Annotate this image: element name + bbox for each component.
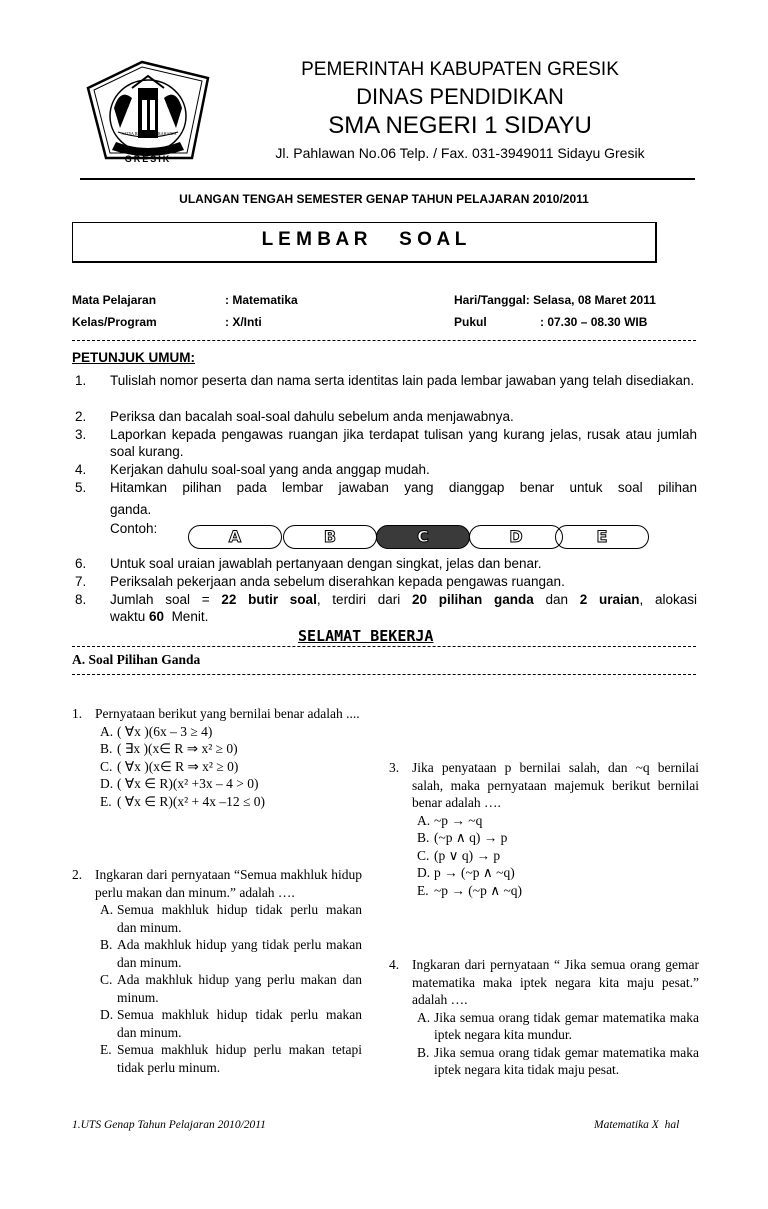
question-number: 2. — [72, 867, 83, 882]
choice-letter: C. — [100, 972, 113, 987]
instruction-text-line2 — [110, 608, 208, 625]
choice-b — [412, 829, 699, 847]
choice-letter: D. — [100, 1007, 114, 1022]
info-divider — [72, 340, 696, 341]
question-stem: Ingkaran dari pernyataan “Semua makhluk hidup perlu makan dan minum.” adalah …. — [95, 867, 362, 900]
instructions-heading: PETUNJUK UMUM: — [72, 350, 195, 365]
question-stem: Jika penyataan p bernilai salah, dan ~q bernilai salah, maka pernyataan majemuk berikut bernilai benar adalah …. — [412, 760, 699, 810]
day-label: Hari/Tanggal: Selasa, 08 Maret 2011 — [454, 293, 656, 307]
choice-text: ( ∀x ∈ R)(x² + 4x –12 ≤ 0) — [117, 793, 266, 809]
choice-letter: B. — [417, 830, 430, 845]
class-label: Kelas/Program — [72, 315, 157, 329]
instruction-5-cont: ganda. — [110, 502, 152, 517]
exam-title: ULANGAN TENGAH SEMESTER GENAP TAHUN PELAJARAN 2010/2011 — [179, 192, 589, 206]
footer-right: Matematika X hal — [594, 1119, 680, 1131]
footer-left: 1.UTS Genap Tahun Pelajaran 2010/2011 — [72, 1119, 266, 1131]
section-divider-top — [72, 646, 696, 647]
instruction-text: Hitamkan pilihan pada lembar jawaban yang dianggap benar untuk soal pilihan — [110, 480, 697, 495]
instruction-number: 4. — [75, 462, 87, 477]
choice-c — [95, 971, 362, 1006]
instruction-2 — [75, 408, 697, 425]
choice-letter: E. — [100, 793, 112, 809]
choice-text: ( ∀x )(x∈ R ⇒ x² ≥ 0) — [117, 758, 239, 774]
header-line1: PEMERINTAH KABUPATEN GRESIK — [301, 59, 619, 80]
text-part: , alokasi — [639, 592, 697, 607]
instruction-text — [110, 591, 697, 608]
choice-letter: E. — [417, 882, 429, 898]
question-number: 3. — [389, 760, 400, 775]
question-number: 1. — [72, 706, 83, 721]
question-stem: Ingkaran dari pernyataan “ Jika semua orang gemar matematika maka iptek negara kita maju pesat.” adalah …. — [412, 957, 699, 1007]
choice-text: ~p → ~q — [434, 812, 483, 828]
choice-text: Semua makhluk hidup tidak perlu makan dan minum. — [117, 1007, 362, 1040]
question-4 — [389, 956, 699, 1081]
instruction-text: Periksa dan bacalah soal-soal dahulu sebelum anda menjawabnya. — [110, 409, 514, 424]
option-c-bubble-filled: C — [376, 525, 470, 549]
choice-b — [95, 936, 362, 971]
text-part: dan — [533, 592, 580, 607]
question-number: 4. — [389, 957, 400, 972]
choice-text: ( ∀x ∈ R)(x² +3x – 4 > 0) — [117, 776, 259, 791]
header-divider — [80, 178, 695, 180]
instruction-text: Laporkan kepada pengawas ruangan jika terdapat tulisan yang kurang jelas, rusak atau jumlah soal kurang. — [110, 427, 697, 459]
text-bold: 60 — [149, 609, 165, 624]
choice-letter: A. — [100, 723, 114, 739]
header-address: Jl. Pahlawan No.06 Telp. / Fax. 031-3949011 Sidayu Gresik — [275, 145, 645, 161]
instruction-number: 1. — [75, 373, 87, 388]
choice-letter: A. — [417, 1009, 431, 1025]
choice-text: ~p → (~p ∧ ~q) — [434, 882, 523, 898]
section-divider-bottom — [72, 674, 696, 675]
instruction-1 — [75, 372, 697, 406]
logo-text: GRESIK — [124, 154, 172, 164]
choice-letter: B. — [100, 937, 113, 952]
closing-text: SELAMAT BEKERJA — [298, 627, 434, 645]
choice-letter: A. — [100, 902, 114, 917]
choice-d — [412, 864, 699, 882]
text-part: Menit. — [164, 609, 209, 624]
choice-text: p → (~p ∧ ~q) — [434, 865, 515, 880]
sheet-title: L E M B A R S O A L — [261, 229, 467, 250]
choice-e — [95, 793, 362, 811]
instruction-7 — [75, 573, 697, 590]
text-part: waktu — [110, 609, 150, 624]
choice-d — [95, 1006, 362, 1041]
instruction-3 — [75, 426, 697, 460]
choice-text: Ada makhluk hidup yang perlu makan dan minum. — [117, 972, 362, 1005]
choice-a — [95, 723, 362, 741]
text-bold: 22 butir soal — [221, 592, 317, 607]
choice-a — [412, 1009, 699, 1044]
instruction-8 — [75, 591, 697, 625]
class-value: : X/Inti — [225, 315, 262, 329]
instruction-number: 3. — [75, 427, 87, 442]
text-part: Jumlah soal = — [110, 592, 222, 607]
subject-label: Mata Pelajaran — [72, 293, 157, 307]
choice-text: Semua makhluk hidup tidak perlu makan dan minum. — [117, 902, 362, 935]
choice-d — [95, 775, 362, 793]
choice-letter: B. — [100, 741, 113, 756]
question-1 — [72, 705, 362, 830]
instruction-number: 6. — [75, 556, 87, 571]
section-a-title: A. Soal Pilihan Ganda — [72, 652, 201, 667]
instruction-text: Tulislah nomor peserta dan nama serta identitas lain pada lembar jawaban yang telah disediakan. — [110, 373, 695, 388]
choice-c — [95, 758, 362, 776]
option-e-bubble: E — [555, 525, 649, 549]
choice-e — [95, 1041, 362, 1076]
choice-letter: D. — [100, 776, 114, 791]
instruction-number: 8. — [75, 592, 87, 607]
school-logo — [80, 58, 216, 176]
choice-text: Jika semua orang tidak gemar matematika maka iptek negara kita mundur. — [434, 1009, 699, 1042]
time-label: Pukul — [454, 315, 487, 329]
header-line3: SMA NEGERI 1 SIDAYU — [328, 112, 592, 139]
question-2 — [72, 866, 362, 1096]
choice-letter: D. — [417, 865, 431, 880]
instruction-5 — [75, 479, 697, 496]
option-d-bubble: D — [469, 525, 563, 549]
example-options — [188, 525, 648, 549]
question-stem: Pernyataan berikut yang bernilai benar adalah .... — [95, 706, 360, 721]
choice-text: Jika semua orang tidak gemar matematika maka iptek negara kita tidak maju pesat. — [434, 1044, 699, 1077]
time-value: : 07.30 – 08.30 WIB — [540, 315, 648, 329]
question-3 — [389, 759, 699, 904]
choice-letter: E. — [100, 1042, 112, 1057]
text-part: , terdiri dari — [316, 592, 413, 607]
choice-letter: B. — [417, 1044, 430, 1060]
choice-a — [95, 901, 362, 936]
instruction-4 — [75, 461, 697, 478]
choice-letter: C. — [100, 758, 113, 774]
header-line2: DINAS PENDIDIKAN — [356, 84, 564, 109]
choice-b — [95, 740, 362, 758]
choice-a — [412, 812, 699, 830]
choice-text: ( ∀x )(6x – 3 ≥ 4) — [117, 723, 213, 739]
text-bold: 20 pilihan ganda — [412, 592, 534, 607]
instruction-number: 5. — [75, 480, 87, 495]
choice-e — [412, 882, 699, 900]
example-label: Contoh: — [110, 521, 158, 536]
instruction-number: 2. — [75, 409, 87, 424]
instruction-6 — [75, 555, 697, 572]
option-a-bubble: A — [188, 525, 282, 549]
choice-text: Semua makhluk hidup perlu makan tetapi tidak perlu minum. — [117, 1042, 362, 1075]
choice-letter: C. — [417, 847, 430, 863]
choice-letter: A. — [417, 812, 431, 828]
choice-text: ( ∃x )(x∈ R ⇒ x² ≥ 0) — [117, 741, 238, 756]
logo-motto: SATYA BINA KERTARAHARJA — [121, 131, 177, 136]
text-bold: 2 uraian — [579, 592, 640, 607]
instruction-text: Untuk soal uraian jawablah pertanyaan dengan singkat, jelas dan benar. — [110, 556, 542, 571]
choice-text: Ada makhluk hidup yang tidak perlu makan dan minum. — [117, 937, 362, 970]
choice-text: (p ∨ q) → p — [434, 847, 501, 863]
choice-text: (~p ∧ q) → p — [434, 830, 508, 845]
choice-c — [412, 847, 699, 865]
subject-value: : Matematika — [225, 293, 298, 307]
option-b-bubble: B — [283, 525, 377, 549]
instruction-number: 7. — [75, 574, 87, 589]
instruction-text: Kerjakan dahulu soal-soal yang anda anggap mudah. — [110, 462, 430, 477]
choice-b — [412, 1044, 699, 1079]
sheet-title-box — [72, 222, 657, 263]
instruction-text: Periksalah pekerjaan anda sebelum diserahkan kepada pengawas ruangan. — [110, 574, 565, 589]
